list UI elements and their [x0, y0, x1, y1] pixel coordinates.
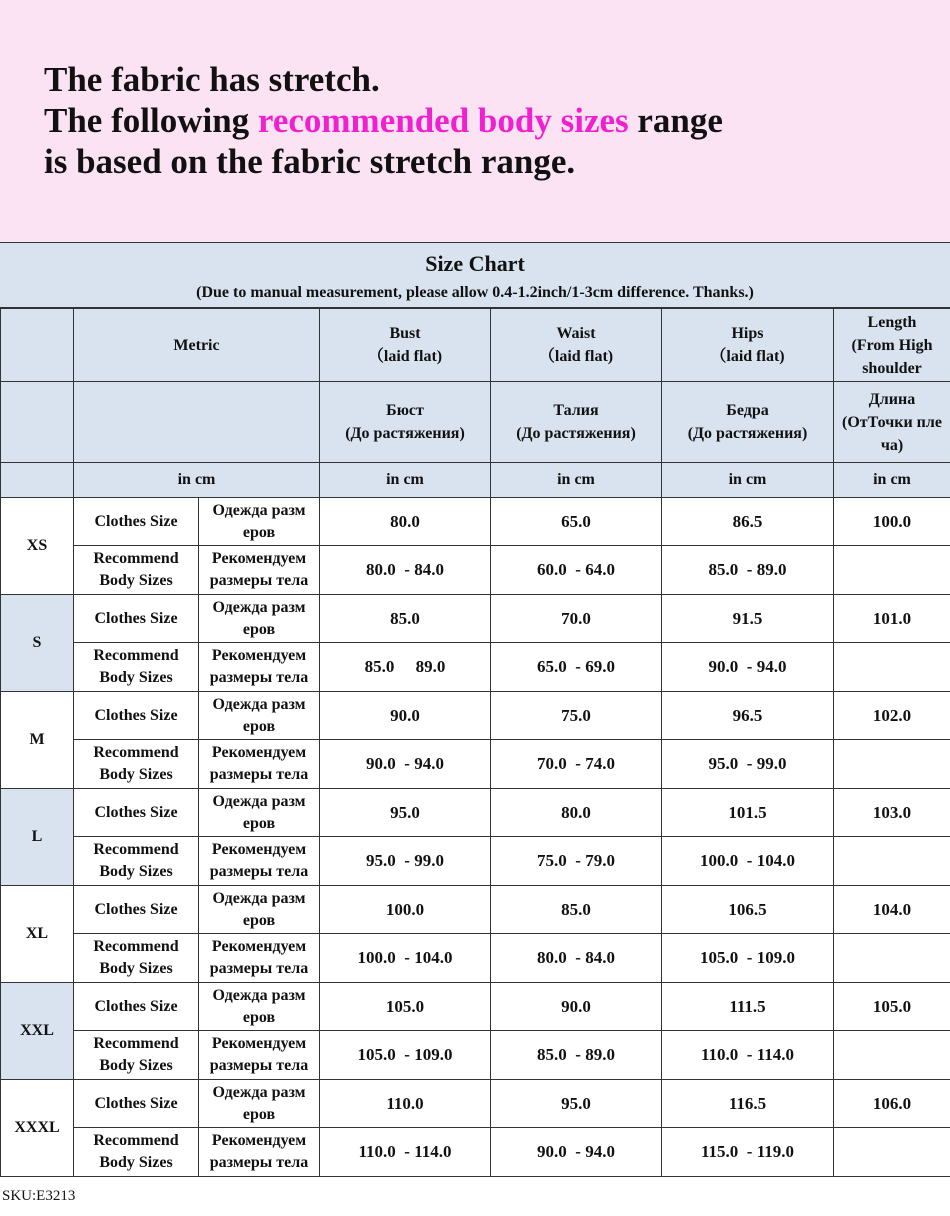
size-row-clothes	[1, 595, 950, 643]
header-metric-blank	[74, 382, 320, 463]
bust-range: 80.0 - 84.0	[320, 546, 491, 595]
length-value: 105.0	[834, 983, 950, 1031]
clothes-size-label: Clothes Size	[74, 789, 199, 837]
size-row-recommend	[1, 837, 950, 886]
waist-value: 75.0	[491, 692, 662, 740]
length-range-blank	[834, 1128, 950, 1177]
recommend-label-ru: Рекомендуем размеры тела	[199, 934, 320, 983]
bust-range: 100.0 - 104.0	[320, 934, 491, 983]
size-row-clothes	[1, 498, 950, 546]
length-value: 100.0	[834, 498, 950, 546]
recommend-label: Recommend Body Sizes	[74, 1031, 199, 1080]
waist-range: 90.0 - 94.0	[491, 1128, 662, 1177]
size-row-clothes	[1, 886, 950, 934]
clothes-size-label: Clothes Size	[74, 692, 199, 740]
header-length: Length (From High shoulder	[834, 309, 950, 382]
waist-range: 65.0 - 69.0	[491, 643, 662, 692]
size-chart-table	[0, 308, 950, 1177]
hips-range: 85.0 - 89.0	[662, 546, 834, 595]
bust-range: 85.0 89.0	[320, 643, 491, 692]
header-bust: Bust （laid flat)	[320, 309, 491, 382]
size-row-recommend	[1, 934, 950, 983]
header-blank	[1, 309, 74, 382]
bust-value: 85.0	[320, 595, 491, 643]
waist-value: 70.0	[491, 595, 662, 643]
hips-range: 115.0 - 119.0	[662, 1128, 834, 1177]
banner-line-2-end: range	[628, 101, 723, 140]
clothes-size-label: Clothes Size	[74, 1080, 199, 1128]
hips-range: 95.0 - 99.0	[662, 740, 834, 789]
clothes-size-label-ru: Одежда разм еров	[199, 498, 320, 546]
hips-range: 90.0 - 94.0	[662, 643, 834, 692]
size-row-recommend	[1, 546, 950, 595]
waist-range: 80.0 - 84.0	[491, 934, 662, 983]
bust-value: 80.0	[320, 498, 491, 546]
header-hips-ru: Бедра (До растяжения)	[662, 382, 834, 463]
waist-value: 65.0	[491, 498, 662, 546]
bust-range: 95.0 - 99.0	[320, 837, 491, 886]
hips-value: 116.5	[662, 1080, 834, 1128]
unit-row	[1, 463, 950, 498]
waist-range: 75.0 - 79.0	[491, 837, 662, 886]
waist-value: 80.0	[491, 789, 662, 837]
recommend-label: Recommend Body Sizes	[74, 1128, 199, 1177]
size-label: S	[1, 595, 74, 692]
waist-value: 90.0	[491, 983, 662, 1031]
bust-value: 110.0	[320, 1080, 491, 1128]
header-hips: Hips （laid flat)	[662, 309, 834, 382]
recommend-label: Recommend Body Sizes	[74, 740, 199, 789]
hips-value: 106.5	[662, 886, 834, 934]
waist-range: 70.0 - 74.0	[491, 740, 662, 789]
bust-value: 95.0	[320, 789, 491, 837]
size-chart-title: Size Chart	[425, 251, 525, 276]
header-length-ru: Длина (ОтТочки пле ча)	[834, 382, 950, 463]
recommend-label-ru: Рекомендуем размеры тела	[199, 546, 320, 595]
header-row-en	[1, 309, 950, 382]
size-row-clothes	[1, 983, 950, 1031]
recommend-label-ru: Рекомендуем размеры тела	[199, 1031, 320, 1080]
hips-value: 111.5	[662, 983, 834, 1031]
bust-range: 105.0 - 109.0	[320, 1031, 491, 1080]
size-row-recommend	[1, 1031, 950, 1080]
sku-label: SKU:E3213	[2, 1188, 76, 1204]
unit-bust: in cm	[320, 463, 491, 498]
waist-range: 60.0 - 64.0	[491, 546, 662, 595]
clothes-size-label: Clothes Size	[74, 886, 199, 934]
size-label: XL	[1, 886, 74, 983]
length-value: 104.0	[834, 886, 950, 934]
waist-value: 95.0	[491, 1080, 662, 1128]
banner-line-2	[44, 101, 723, 141]
unit-blank	[1, 463, 74, 498]
hips-range: 110.0 - 114.0	[662, 1031, 834, 1080]
clothes-size-label-ru: Одежда разм еров	[199, 789, 320, 837]
unit-metric: in cm	[74, 463, 320, 498]
length-range-blank	[834, 740, 950, 789]
length-value: 102.0	[834, 692, 950, 740]
header-bust-ru: Бюст (До растяжения)	[320, 382, 491, 463]
header-row-ru	[1, 382, 950, 463]
recommend-label-ru: Рекомендуем размеры тела	[199, 740, 320, 789]
clothes-size-label-ru: Одежда разм еров	[199, 1080, 320, 1128]
clothes-size-label-ru: Одежда разм еров	[199, 983, 320, 1031]
length-range-blank	[834, 934, 950, 983]
unit-hips: in cm	[662, 463, 834, 498]
banner-line-3: is based on the fabric stretch range.	[44, 142, 576, 181]
bust-value: 100.0	[320, 886, 491, 934]
size-label: M	[1, 692, 74, 789]
header-blank	[1, 382, 74, 463]
size-chart-header	[0, 242, 950, 308]
length-range-blank	[834, 546, 950, 595]
header-waist: Waist （laid flat)	[491, 309, 662, 382]
length-range-blank	[834, 1031, 950, 1080]
hips-value: 86.5	[662, 498, 834, 546]
banner-line-1: The fabric has stretch.	[44, 60, 380, 99]
recommend-label-ru: Рекомендуем размеры тела	[199, 643, 320, 692]
clothes-size-label: Clothes Size	[74, 498, 199, 546]
length-value: 106.0	[834, 1080, 950, 1128]
bust-range: 90.0 - 94.0	[320, 740, 491, 789]
header-waist-ru: Талия (До растяжения)	[491, 382, 662, 463]
size-row-clothes	[1, 692, 950, 740]
clothes-size-label-ru: Одежда разм еров	[199, 595, 320, 643]
hips-range: 105.0 - 109.0	[662, 934, 834, 983]
size-label: XXL	[1, 983, 74, 1080]
hips-value: 91.5	[662, 595, 834, 643]
bust-value: 90.0	[320, 692, 491, 740]
length-value: 101.0	[834, 595, 950, 643]
header-metric: Metric	[74, 309, 320, 382]
bust-range: 110.0 - 114.0	[320, 1128, 491, 1177]
recommend-label: Recommend Body Sizes	[74, 934, 199, 983]
size-row-clothes	[1, 1080, 950, 1128]
hips-value: 96.5	[662, 692, 834, 740]
recommend-label-ru: Рекомендуем размеры тела	[199, 837, 320, 886]
size-row-recommend	[1, 1128, 950, 1177]
length-value: 103.0	[834, 789, 950, 837]
waist-range: 85.0 - 89.0	[491, 1031, 662, 1080]
promo-banner	[0, 0, 950, 242]
size-chart-note: (Due to manual measurement, please allow 0.4-1.2inch/1-3cm difference. Thanks.)	[196, 284, 754, 301]
waist-value: 85.0	[491, 886, 662, 934]
size-row-clothes	[1, 789, 950, 837]
recommend-label: Recommend Body Sizes	[74, 643, 199, 692]
clothes-size-label-ru: Одежда разм еров	[199, 692, 320, 740]
hips-value: 101.5	[662, 789, 834, 837]
recommend-label: Recommend Body Sizes	[74, 546, 199, 595]
clothes-size-label: Clothes Size	[74, 983, 199, 1031]
banner-highlight: recommended body sizes	[257, 101, 629, 140]
length-range-blank	[834, 837, 950, 886]
unit-length: in cm	[834, 463, 950, 498]
unit-waist: in cm	[491, 463, 662, 498]
size-label: XS	[1, 498, 74, 595]
banner-line-2-start: The following	[44, 101, 258, 140]
size-label: L	[1, 789, 74, 886]
size-row-recommend	[1, 643, 950, 692]
clothes-size-label-ru: Одежда разм еров	[199, 886, 320, 934]
recommend-label-ru: Рекомендуем размеры тела	[199, 1128, 320, 1177]
recommend-label: Recommend Body Sizes	[74, 837, 199, 886]
hips-range: 100.0 - 104.0	[662, 837, 834, 886]
size-label: XXXL	[1, 1080, 74, 1177]
length-range-blank	[834, 643, 950, 692]
size-row-recommend	[1, 740, 950, 789]
clothes-size-label: Clothes Size	[74, 595, 199, 643]
bust-value: 105.0	[320, 983, 491, 1031]
